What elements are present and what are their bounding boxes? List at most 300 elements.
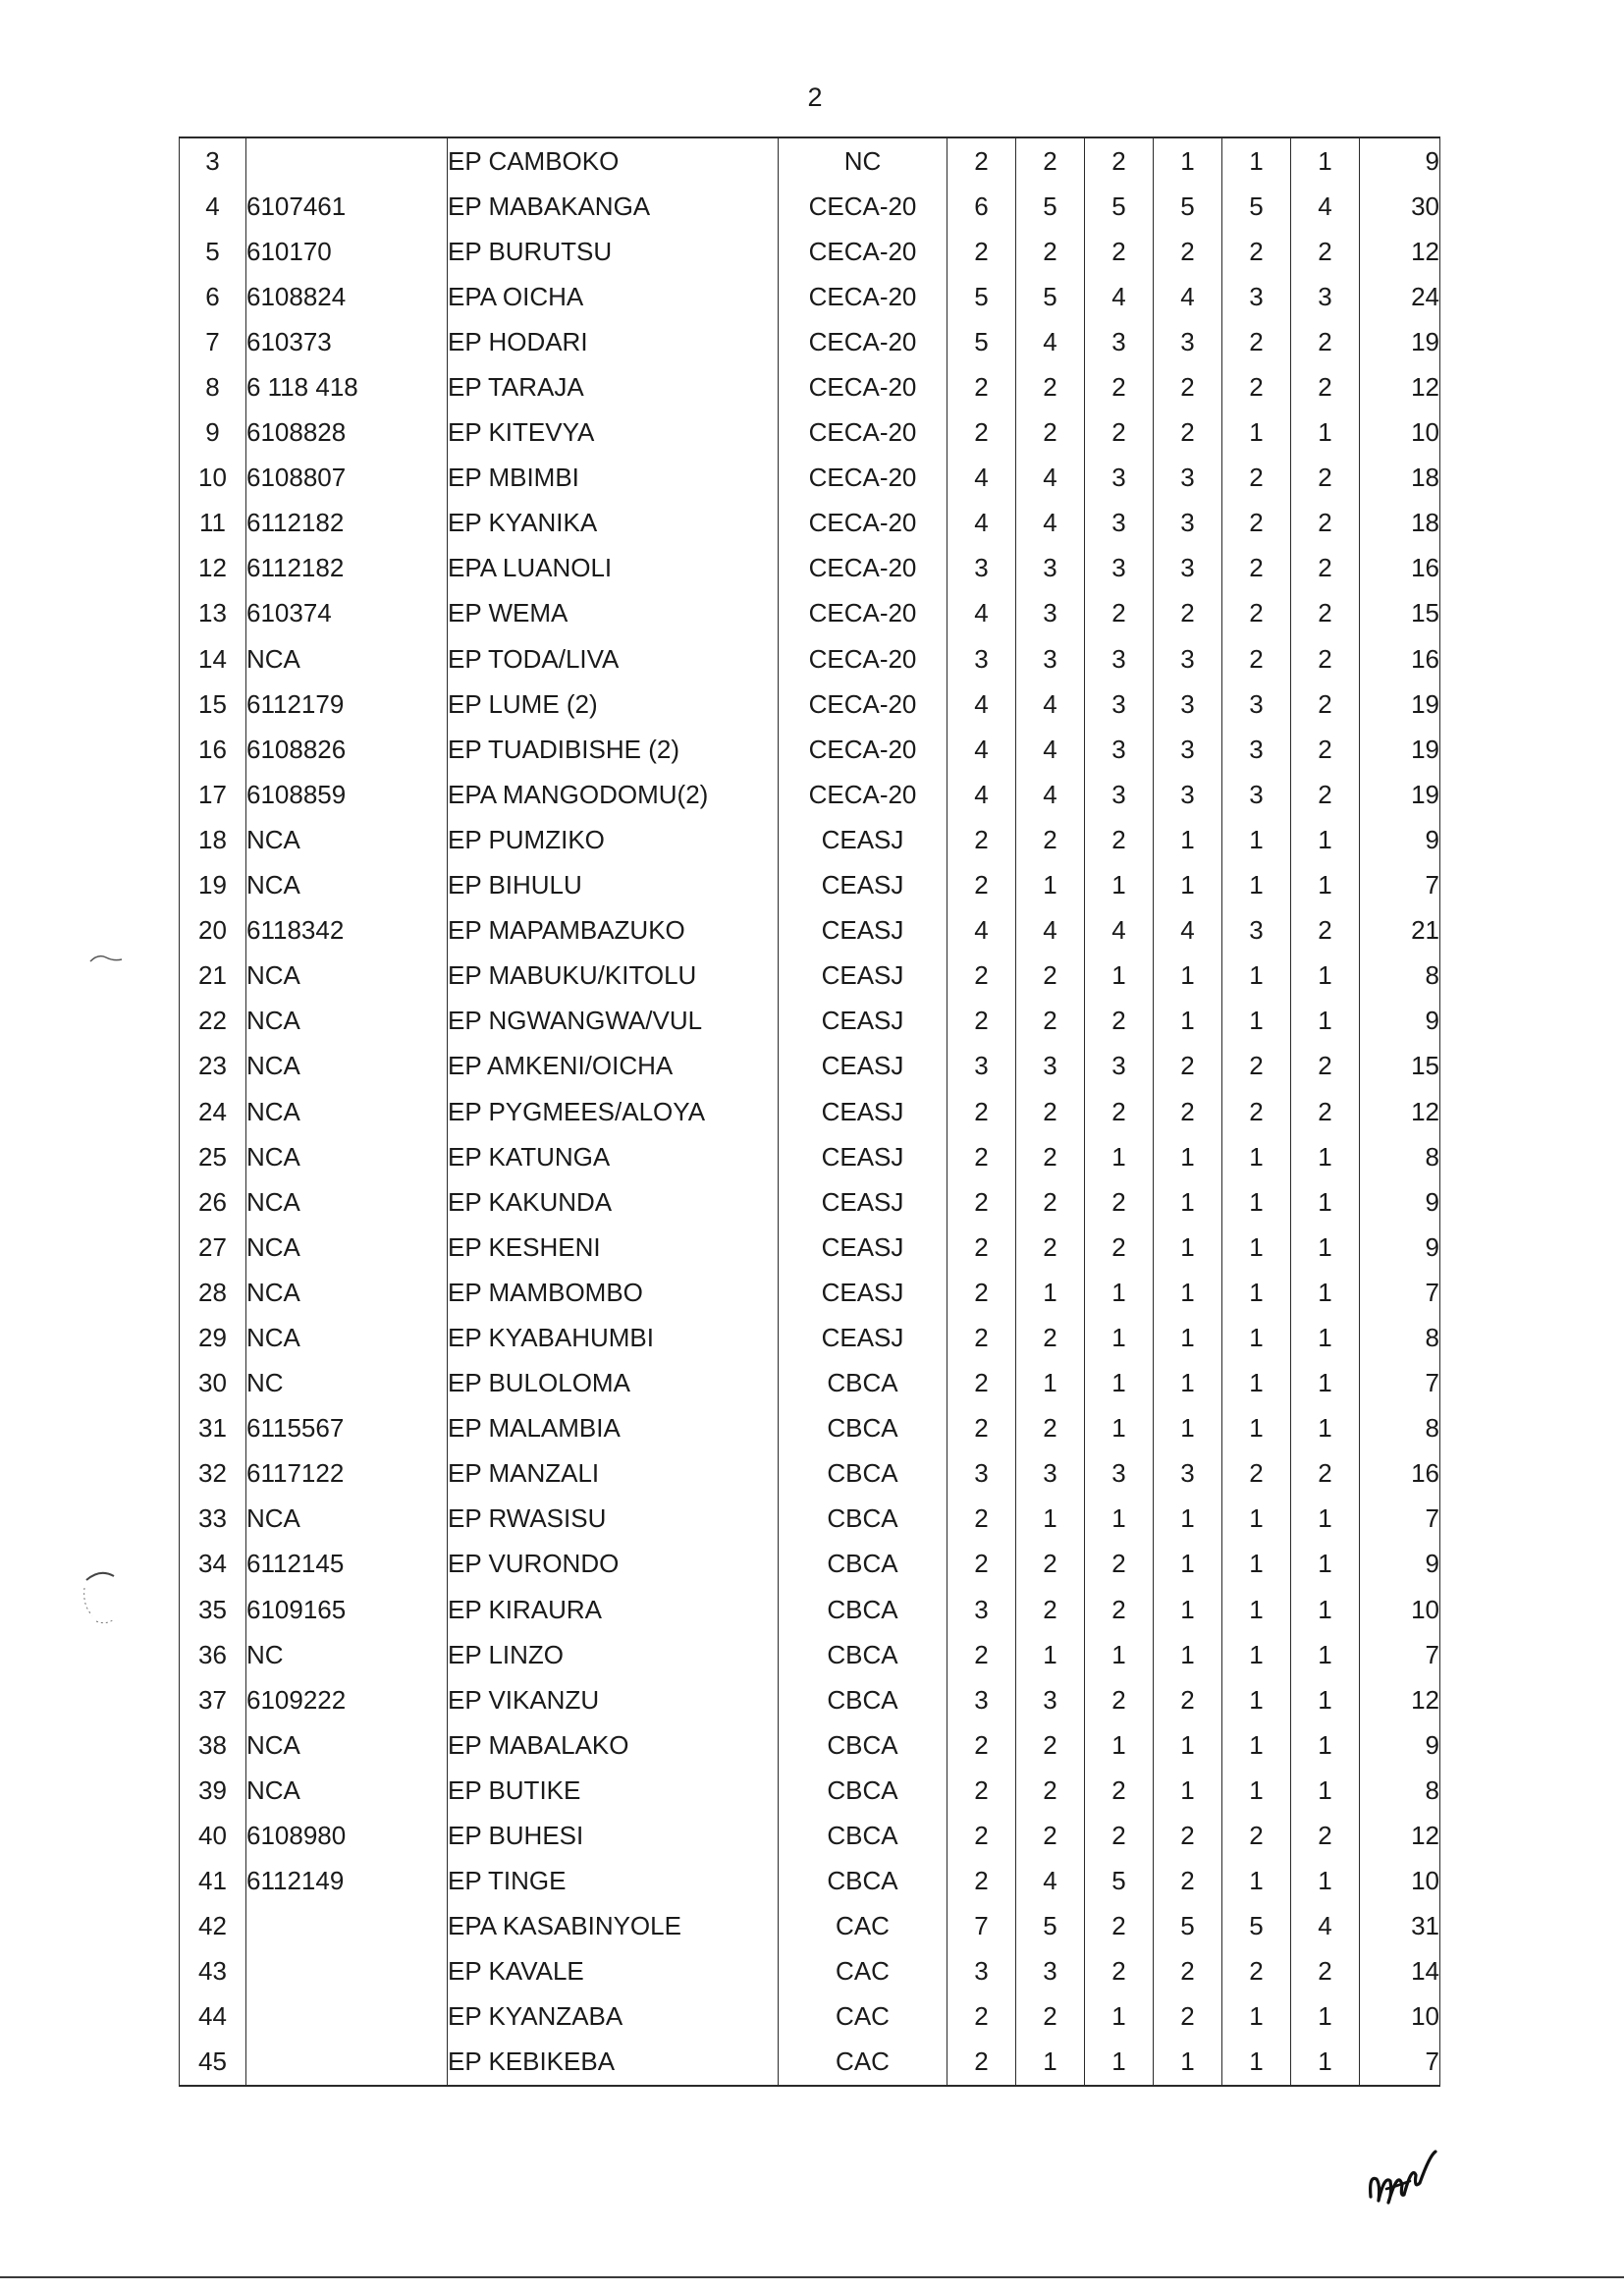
scan-smudge-mark [88,948,128,967]
value-cell: 3 [947,1044,1016,1089]
school-name-cell: EP MBIMBI [448,456,779,501]
total-cell: 19 [1360,727,1440,772]
total-cell: 8 [1360,1768,1440,1813]
total-cell: 9 [1360,1542,1440,1587]
row-number-cell: 13 [180,591,246,636]
total-cell: 15 [1360,1044,1440,1089]
value-cell: 4 [947,727,1016,772]
value-cell: 1 [1291,1179,1360,1225]
value-cell: 1 [1291,1315,1360,1360]
value-cell: 1 [1222,1361,1291,1406]
value-cell: 2 [1291,1451,1360,1497]
organization-cell: CECA-20 [779,636,947,682]
school-name-cell: EP MABAKANGA [448,184,779,229]
value-cell: 3 [1085,682,1154,727]
school-name-cell: EP TARAJA [448,364,779,409]
total-cell: 16 [1360,636,1440,682]
value-cell: 1 [1222,410,1291,456]
value-cell: 2 [1016,229,1085,274]
organization-cell: CBCA [779,1632,947,1677]
school-name-cell: EP KYANIKA [448,501,779,546]
value-cell: 1 [1222,1134,1291,1179]
school-name-cell: EP RWASISU [448,1497,779,1542]
table-row [180,137,1440,184]
row-number-cell: 3 [180,137,246,184]
value-cell: 1 [1291,1406,1360,1451]
value-cell: 1 [1085,2040,1154,2086]
value-cell: 4 [1085,908,1154,954]
table-row [180,1632,1440,1677]
organization-cell: CECA-20 [779,319,947,364]
value-cell: 1 [1222,1315,1291,1360]
school-name-cell: EP TUADIBISHE (2) [448,727,779,772]
value-cell: 1 [1085,1994,1154,2040]
value-cell: 2 [1154,410,1222,456]
value-cell: 2 [1291,908,1360,954]
value-cell: 1 [1222,1497,1291,1542]
value-cell: 3 [1085,1044,1154,1089]
value-cell: 2 [947,410,1016,456]
school-code-cell: 6107461 [246,184,448,229]
school-code-cell: 6112182 [246,546,448,591]
value-cell: 3 [1154,319,1222,364]
value-cell: 2 [1291,501,1360,546]
total-cell: 9 [1360,999,1440,1044]
school-code-cell: 610373 [246,319,448,364]
school-name-cell: EP PUMZIKO [448,817,779,862]
value-cell: 1 [1222,1542,1291,1587]
value-cell: 1 [1085,1497,1154,1542]
school-name-cell: EP LUME (2) [448,682,779,727]
value-cell: 3 [1085,546,1154,591]
value-cell: 1 [1222,1587,1291,1632]
school-code-cell: NCA [246,1179,448,1225]
value-cell: 3 [1154,501,1222,546]
organization-cell: CECA-20 [779,772,947,817]
organization-cell: CEASJ [779,1134,947,1179]
value-cell: 2 [1016,1768,1085,1813]
school-code-cell: NCA [246,863,448,908]
value-cell: 2 [947,1179,1016,1225]
school-code-cell: 6109222 [246,1677,448,1722]
school-name-cell: EP BUTIKE [448,1768,779,1813]
school-name-cell: EP WEMA [448,591,779,636]
school-code-cell [246,1904,448,1949]
total-cell: 14 [1360,1949,1440,1994]
row-number-cell: 18 [180,817,246,862]
row-number-cell: 40 [180,1813,246,1858]
organization-cell: CECA-20 [779,546,947,591]
row-number-cell: 22 [180,999,246,1044]
value-cell: 1 [1016,2040,1085,2086]
value-cell: 1 [1222,1722,1291,1768]
value-cell: 1 [1291,1542,1360,1587]
value-cell: 1 [1291,137,1360,184]
value-cell: 6 [947,184,1016,229]
value-cell: 2 [1085,1587,1154,1632]
table-row [180,1587,1440,1632]
school-name-cell: EP KATUNGA [448,1134,779,1179]
value-cell: 1 [1154,1270,1222,1315]
value-cell: 2 [1085,1813,1154,1858]
school-name-cell: EP VIKANZU [448,1677,779,1722]
value-cell: 2 [1085,364,1154,409]
total-cell: 18 [1360,456,1440,501]
value-cell: 2 [1291,229,1360,274]
organization-cell: CAC [779,2040,947,2086]
table-row [180,546,1440,591]
organization-cell: NC [779,137,947,184]
school-code-cell: 6118342 [246,908,448,954]
value-cell: 5 [1154,184,1222,229]
organization-cell: CECA-20 [779,682,947,727]
value-cell: 2 [1222,591,1291,636]
row-number-cell: 16 [180,727,246,772]
school-name-cell: EP MALAMBIA [448,1406,779,1451]
organization-cell: CBCA [779,1361,947,1406]
value-cell: 1 [1154,1542,1222,1587]
table-row [180,954,1440,999]
organization-cell: CEASJ [779,1089,947,1134]
row-number-cell: 45 [180,2040,246,2086]
value-cell: 1 [1291,817,1360,862]
value-cell: 2 [1291,546,1360,591]
value-cell: 3 [947,1587,1016,1632]
value-cell: 1 [1291,1587,1360,1632]
value-cell: 5 [1154,1904,1222,1949]
total-cell: 18 [1360,501,1440,546]
value-cell: 1 [1154,1497,1222,1542]
total-cell: 8 [1360,1134,1440,1179]
value-cell: 1 [1154,1632,1222,1677]
value-cell: 1 [1154,1179,1222,1225]
table-row [180,1813,1440,1858]
table-row [180,591,1440,636]
row-number-cell: 11 [180,501,246,546]
value-cell: 2 [1154,591,1222,636]
school-code-cell: NCA [246,1225,448,1270]
table-row [180,817,1440,862]
value-cell: 2 [1222,546,1291,591]
value-cell: 2 [1222,501,1291,546]
value-cell: 1 [1085,1315,1154,1360]
value-cell: 3 [1154,456,1222,501]
total-cell: 15 [1360,591,1440,636]
value-cell: 2 [947,1632,1016,1677]
total-cell: 12 [1360,364,1440,409]
value-cell: 3 [1085,727,1154,772]
organization-cell: CBCA [779,1451,947,1497]
school-table [179,136,1440,2087]
school-code-cell: NCA [246,1722,448,1768]
value-cell: 2 [947,1361,1016,1406]
value-cell: 1 [1291,1497,1360,1542]
organization-cell: CEASJ [779,1270,947,1315]
total-cell: 10 [1360,1587,1440,1632]
value-cell: 2 [1154,1859,1222,1904]
organization-cell: CEASJ [779,999,947,1044]
value-cell: 2 [1154,1949,1222,1994]
value-cell: 1 [1222,2040,1291,2086]
value-cell: 5 [1016,1904,1085,1949]
table-row [180,456,1440,501]
school-code-cell: NC [246,1361,448,1406]
school-name-cell: EP BULOLOMA [448,1361,779,1406]
value-cell: 1 [1154,1315,1222,1360]
row-number-cell: 12 [180,546,246,591]
row-number-cell: 30 [180,1361,246,1406]
row-number-cell: 27 [180,1225,246,1270]
value-cell: 1 [1154,1225,1222,1270]
school-code-cell: 6112145 [246,1542,448,1587]
row-number-cell: 5 [180,229,246,274]
table-row [180,1949,1440,1994]
school-code-cell [246,1949,448,1994]
organization-cell: CEASJ [779,817,947,862]
value-cell: 2 [1085,229,1154,274]
school-code-cell: 6108980 [246,1813,448,1858]
value-cell: 3 [1154,727,1222,772]
value-cell: 1 [1222,1225,1291,1270]
value-cell: 1 [1291,1677,1360,1722]
table-row [180,274,1440,319]
school-code-cell: 610170 [246,229,448,274]
value-cell: 7 [947,1904,1016,1949]
school-code-cell: 6108859 [246,772,448,817]
value-cell: 2 [1016,410,1085,456]
value-cell: 1 [1154,2040,1222,2086]
organization-cell: CBCA [779,1677,947,1722]
value-cell: 1 [1222,1859,1291,1904]
value-cell: 5 [947,319,1016,364]
value-cell: 2 [1222,456,1291,501]
value-cell: 1 [1016,1270,1085,1315]
total-cell: 19 [1360,772,1440,817]
row-number-cell: 31 [180,1406,246,1451]
row-number-cell: 42 [180,1904,246,1949]
value-cell: 2 [1291,319,1360,364]
value-cell: 2 [947,863,1016,908]
value-cell: 4 [947,682,1016,727]
school-code-cell: 6117122 [246,1451,448,1497]
value-cell: 4 [947,501,1016,546]
value-cell: 5 [1222,184,1291,229]
row-number-cell: 43 [180,1949,246,1994]
value-cell: 2 [1016,1315,1085,1360]
total-cell: 7 [1360,863,1440,908]
punch-hole-mark [79,1566,128,1635]
total-cell: 9 [1360,1179,1440,1225]
value-cell: 2 [1291,1089,1360,1134]
table-row [180,1044,1440,1089]
value-cell: 2 [1016,817,1085,862]
school-code-cell: 6108826 [246,727,448,772]
value-cell: 2 [1222,1451,1291,1497]
school-name-cell: EP AMKENI/OICHA [448,1044,779,1089]
school-name-cell: EP KYABAHUMBI [448,1315,779,1360]
school-name-cell: EP TODA/LIVA [448,636,779,682]
value-cell: 1 [1291,410,1360,456]
value-cell: 3 [1016,1677,1085,1722]
value-cell: 1 [1016,1497,1085,1542]
row-number-cell: 33 [180,1497,246,1542]
table-row [180,772,1440,817]
school-name-cell: EP TINGE [448,1859,779,1904]
row-number-cell: 7 [180,319,246,364]
value-cell: 2 [1291,1949,1360,1994]
table-row [180,1270,1440,1315]
value-cell: 2 [1016,364,1085,409]
school-name-cell: EP KYANZABA [448,1994,779,2040]
value-cell: 3 [947,546,1016,591]
value-cell: 2 [1154,1813,1222,1858]
school-code-cell: NCA [246,1044,448,1089]
value-cell: 1 [1016,863,1085,908]
value-cell: 2 [1154,1044,1222,1089]
total-cell: 31 [1360,1904,1440,1949]
table-row [180,1406,1440,1451]
school-code-cell [246,2040,448,2086]
signature-mark [1365,2146,1443,2214]
value-cell: 2 [1085,591,1154,636]
value-cell: 4 [947,908,1016,954]
value-cell: 3 [1085,456,1154,501]
value-cell: 2 [1085,1089,1154,1134]
value-cell: 2 [947,1406,1016,1451]
value-cell: 4 [947,591,1016,636]
table-row [180,999,1440,1044]
value-cell: 1 [1291,2040,1360,2086]
organization-cell: CEASJ [779,1044,947,1089]
value-cell: 2 [1291,772,1360,817]
value-cell: 1 [1154,1722,1222,1768]
value-cell: 3 [1085,636,1154,682]
organization-cell: CEASJ [779,1225,947,1270]
total-cell: 24 [1360,274,1440,319]
value-cell: 2 [947,1859,1016,1904]
value-cell: 2 [1016,954,1085,999]
value-cell: 1 [1222,1677,1291,1722]
school-code-cell: NCA [246,954,448,999]
school-name-cell: EPA MANGODOMU(2) [448,772,779,817]
value-cell: 2 [1291,682,1360,727]
school-name-cell: EP VURONDO [448,1542,779,1587]
value-cell: 3 [1154,682,1222,727]
school-code-cell: 6112179 [246,682,448,727]
value-cell: 1 [1085,1361,1154,1406]
value-cell: 1 [1291,999,1360,1044]
value-cell: 2 [1016,1134,1085,1179]
value-cell: 5 [1016,184,1085,229]
value-cell: 4 [1016,772,1085,817]
table-row [180,1134,1440,1179]
school-code-cell: NCA [246,636,448,682]
table-row [180,1722,1440,1768]
value-cell: 3 [1222,274,1291,319]
value-cell: 3 [1085,1451,1154,1497]
total-cell: 12 [1360,1089,1440,1134]
value-cell: 1 [1222,863,1291,908]
total-cell: 7 [1360,2040,1440,2086]
value-cell: 2 [1016,1587,1085,1632]
school-name-cell: EP KAVALE [448,1949,779,1994]
school-code-cell: 6108824 [246,274,448,319]
value-cell: 3 [1085,501,1154,546]
value-cell: 1 [1222,817,1291,862]
school-name-cell: EP MABUKU/KITOLU [448,954,779,999]
value-cell: 3 [1016,636,1085,682]
table-row [180,2040,1440,2086]
value-cell: 2 [947,2040,1016,2086]
value-cell: 2 [1085,999,1154,1044]
school-code-cell: 6108828 [246,410,448,456]
value-cell: 5 [1085,1859,1154,1904]
value-cell: 1 [1222,954,1291,999]
school-name-cell: EP MANZALI [448,1451,779,1497]
value-cell: 4 [1291,184,1360,229]
value-cell: 1 [1291,1134,1360,1179]
value-cell: 3 [1016,1949,1085,1994]
organization-cell: CEASJ [779,954,947,999]
school-code-cell: NCA [246,1497,448,1542]
total-cell: 12 [1360,1813,1440,1858]
value-cell: 1 [1291,1270,1360,1315]
total-cell: 30 [1360,184,1440,229]
school-code-cell: 6108807 [246,456,448,501]
value-cell: 1 [1291,1722,1360,1768]
value-cell: 2 [947,1768,1016,1813]
table-row [180,501,1440,546]
value-cell: 1 [1291,1361,1360,1406]
value-cell: 3 [1016,591,1085,636]
table-row [180,1179,1440,1225]
organization-cell: CBCA [779,1497,947,1542]
school-name-cell: EPA KASABINYOLE [448,1904,779,1949]
value-cell: 3 [1222,682,1291,727]
table-row [180,364,1440,409]
organization-cell: CBCA [779,1406,947,1451]
organization-cell: CECA-20 [779,364,947,409]
value-cell: 2 [1154,229,1222,274]
school-name-cell: EP BIHULU [448,863,779,908]
row-number-cell: 39 [180,1768,246,1813]
organization-cell: CBCA [779,1587,947,1632]
row-number-cell: 6 [180,274,246,319]
value-cell: 3 [1154,772,1222,817]
value-cell: 3 [1016,1044,1085,1089]
row-number-cell: 17 [180,772,246,817]
value-cell: 2 [947,1722,1016,1768]
value-cell: 1 [1154,1134,1222,1179]
value-cell: 2 [1222,636,1291,682]
row-number-cell: 37 [180,1677,246,1722]
row-number-cell: 15 [180,682,246,727]
value-cell: 2 [947,1994,1016,2040]
school-name-cell: EP PYGMEES/ALOYA [448,1089,779,1134]
total-cell: 10 [1360,410,1440,456]
value-cell: 3 [947,1451,1016,1497]
table-row [180,1451,1440,1497]
organization-cell: CECA-20 [779,456,947,501]
total-cell: 12 [1360,1677,1440,1722]
row-number-cell: 29 [180,1315,246,1360]
value-cell: 1 [1154,1587,1222,1632]
value-cell: 1 [1291,1859,1360,1904]
school-name-cell: EP CAMBOKO [448,137,779,184]
value-cell: 1 [1154,1361,1222,1406]
value-cell: 2 [947,1497,1016,1542]
value-cell: 2 [1291,591,1360,636]
